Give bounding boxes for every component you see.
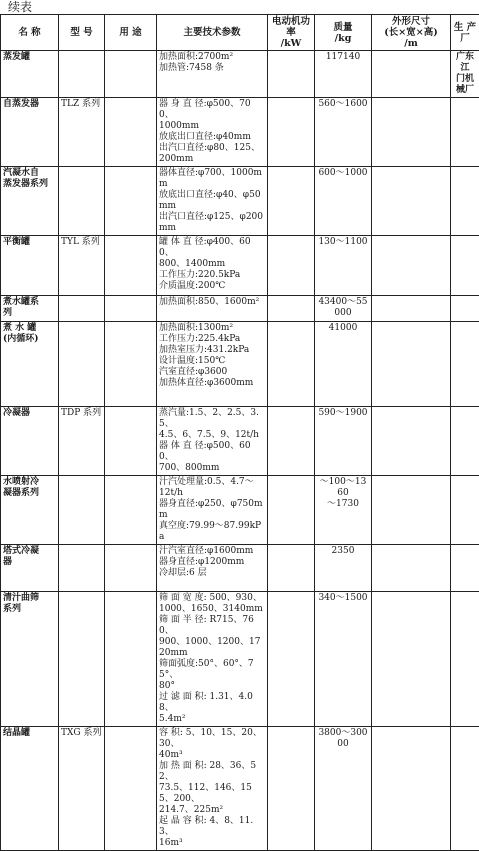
row-mass: 2350: [315, 545, 372, 592]
row-model: [59, 592, 105, 727]
row-model: [59, 322, 105, 407]
row-maker: [451, 167, 479, 236]
header-maker: 生 产 厂: [451, 15, 479, 51]
row-params: 加热面积:1300m² 工作压力:225.4kPa 加热室压力:431.2kPa 设计温度:150℃ 汽室直径:φ3600 加热体直径:φ3600mm: [157, 322, 268, 407]
row-model: TXG 系列: [59, 727, 105, 851]
table-row: [1, 322, 479, 407]
row-name: 煮水罐系 列: [1, 296, 59, 322]
row-power: [268, 51, 315, 98]
row-use: [105, 727, 157, 851]
row-name: 结晶罐: [1, 727, 59, 851]
row-power: [268, 545, 315, 592]
row-dims: [372, 727, 451, 851]
row-power: [268, 476, 315, 545]
row-use: [105, 296, 157, 322]
row-power: [268, 727, 315, 851]
row-maker: [451, 322, 479, 407]
row-dims: [372, 167, 451, 236]
row-use: [105, 322, 157, 407]
row-dims: [372, 51, 451, 98]
header-power: 电动机功率 /kW: [268, 15, 315, 51]
row-mass: 130～1100: [315, 236, 372, 296]
row-name: 汽凝水自 蒸发器系列: [1, 167, 59, 236]
header-model: 型 号: [59, 15, 105, 51]
equipment-table: [0, 14, 479, 851]
row-params: 器 身 直 径:φ500、700、 1000mm 放底出口直径:φ40mm 出汽口直径:φ80、125、 200mm: [157, 98, 268, 167]
row-use: [105, 407, 157, 476]
row-model: [59, 545, 105, 592]
row-use: [105, 51, 157, 98]
row-params: 加热面积:850、1600m²: [157, 296, 268, 322]
row-power: [268, 592, 315, 727]
row-name: 冷凝器: [1, 407, 59, 476]
row-dims: [372, 296, 451, 322]
header-row: [1, 15, 479, 51]
row-params: 加热面积:2700m² 加热管:7458 条: [157, 51, 268, 98]
row-mass: 41000: [315, 322, 372, 407]
row-model: TYL 系列: [59, 236, 105, 296]
row-params: 筛 面 宽 度: 500、930、 1000、1650、3140mm 筛 面 半 径: R715、760、 900、1000、1200、1720mm 筛面弧度:50°、60°、75°、 80° 过 滤 面 积: 1.31、4.08、 5.4m²: [157, 592, 268, 727]
row-dims: [372, 545, 451, 592]
row-model: TLZ 系列: [59, 98, 105, 167]
row-power: [268, 322, 315, 407]
row-mass: 340～1500: [315, 592, 372, 727]
row-dims: [372, 236, 451, 296]
row-name: 水喷射冷 凝器系列: [1, 476, 59, 545]
row-mass: ～100～1360 ～1730: [315, 476, 372, 545]
row-power: [268, 296, 315, 322]
row-power: [268, 236, 315, 296]
table-row: [1, 296, 479, 322]
row-params: 器体直径:φ700、1000mm 放底出口直径:φ40、φ50mm 出汽口直径:φ125、φ200mm: [157, 167, 268, 236]
row-maker: [451, 592, 479, 727]
row-use: [105, 167, 157, 236]
row-dims: [372, 592, 451, 727]
row-model: TDP 系列: [59, 407, 105, 476]
row-mass: 43400～55000: [315, 296, 372, 322]
table-row: [1, 407, 479, 476]
row-params: 汁汽室直径:φ1600mm 器身直径:φ1200mm 冷却层:6 层: [157, 545, 268, 592]
header-dims: 外形尺寸 (长×宽×高) /m: [372, 15, 451, 51]
row-maker: [451, 545, 479, 592]
row-params: 汁汽处理量:0.5、4.7～ 12t/h 器身直径:φ250、φ750mm 真空度:79.99～87.99kPa: [157, 476, 268, 545]
row-name: 自蒸发器: [1, 98, 59, 167]
table-row: [1, 727, 479, 851]
row-maker: [451, 296, 479, 322]
row-maker: [451, 236, 479, 296]
row-model: [59, 51, 105, 98]
row-name: 煮 水 罐 (内循环): [1, 322, 59, 407]
row-power: [268, 167, 315, 236]
row-maker: 广东江 门机械厂: [451, 51, 479, 98]
row-name: 蒸发罐: [1, 51, 59, 98]
row-maker: [451, 98, 479, 167]
row-mass: 3800～30000: [315, 727, 372, 851]
row-mass: 560～1600: [315, 98, 372, 167]
table-caption: 续表: [8, 0, 32, 14]
row-dims: [372, 476, 451, 545]
row-dims: [372, 407, 451, 476]
table-row: [1, 51, 479, 98]
row-dims: [372, 98, 451, 167]
row-power: [268, 407, 315, 476]
row-params: 蒸汽量:1.5、2、2.5、3.5、 4.5、6、7.5、9、12t/h 器 体 直 径:φ500、600、 700、800mm: [157, 407, 268, 476]
row-model: [59, 296, 105, 322]
row-params: 罐 体 直 径:φ400、600、 800、1400mm 工作压力:220.5kPa 介质温度:200℃: [157, 236, 268, 296]
row-power: [268, 98, 315, 167]
row-use: [105, 98, 157, 167]
row-use: [105, 592, 157, 727]
row-use: [105, 476, 157, 545]
row-dims: [372, 322, 451, 407]
row-name: 塔式冷凝 器: [1, 545, 59, 592]
table-row: [1, 236, 479, 296]
row-maker: [451, 727, 479, 851]
header-use: 用 途: [105, 15, 157, 51]
header-name: 名 称: [1, 15, 59, 51]
table-row: [1, 476, 479, 545]
row-name: 清汁曲筛 系列: [1, 592, 59, 727]
row-params: 容 积: 5、10、15、20、30、 40m³ 加 热 面 积: 28、36、52、 73.5、112、146、155、200、 214.7、225m² 起 晶 容 积: 4、8、11.3、 16m³: [157, 727, 268, 851]
row-use: [105, 545, 157, 592]
row-name: 平衡罐: [1, 236, 59, 296]
header-mass: 质量 /kg: [315, 15, 372, 51]
row-model: [59, 476, 105, 545]
row-use: [105, 236, 157, 296]
table-row: [1, 98, 479, 167]
row-maker: [451, 476, 479, 545]
row-model: [59, 167, 105, 236]
row-maker: [451, 407, 479, 476]
row-mass: 600～1000: [315, 167, 372, 236]
table-row: [1, 545, 479, 592]
table-row: [1, 167, 479, 236]
table-row: [1, 592, 479, 727]
row-mass: 117140: [315, 51, 372, 98]
row-mass: 590～1900: [315, 407, 372, 476]
header-params: 主要技术参数: [157, 15, 268, 51]
